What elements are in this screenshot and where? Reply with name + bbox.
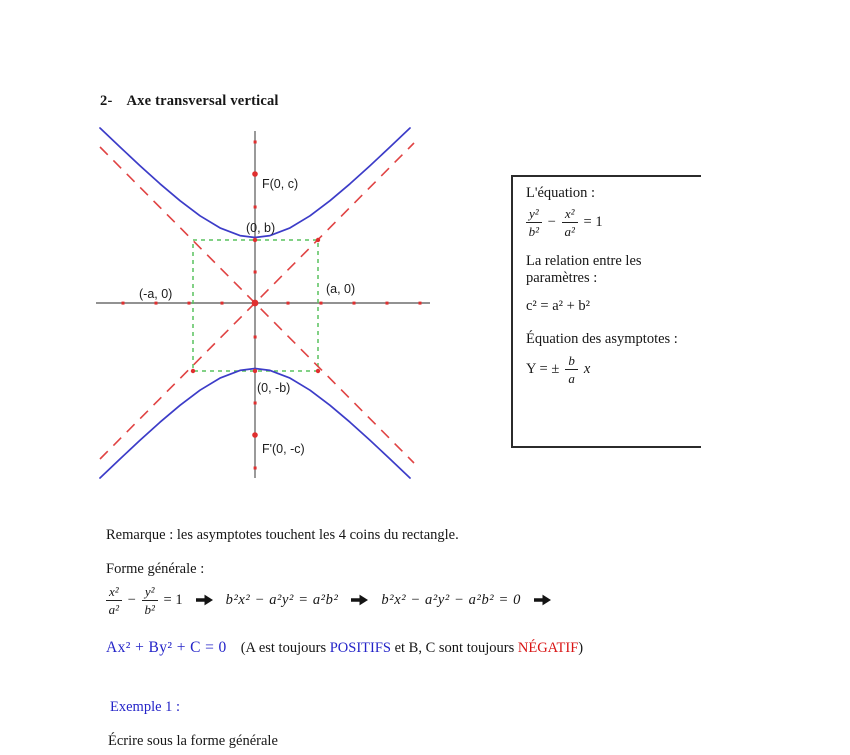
remark-text: Remarque : les asymptotes touchent les 4 coins du rectangle. — [106, 527, 459, 543]
rect-corner-point-br — [316, 369, 320, 373]
focus-top-label: F(0, c) — [262, 177, 299, 191]
derivation-step-3: b²x² − a²y² − a²b² = 0 — [381, 591, 521, 608]
focus-top-point — [252, 171, 258, 177]
general-form-label: Forme générale : — [106, 561, 205, 577]
focus-bottom-label: F'(0, -c) — [262, 442, 305, 456]
focus-bottom-point — [252, 432, 258, 438]
vertex-bottom-point — [253, 369, 257, 373]
summary-box — [511, 175, 701, 448]
x-left-label: (-a, 0) — [139, 287, 173, 301]
standard-equation — [526, 206, 701, 238]
minus-operator: − — [547, 213, 556, 230]
equation-label: L'équation : — [526, 185, 596, 201]
asymptote-x: x — [583, 360, 591, 377]
section-number: 2- — [100, 93, 113, 109]
asymptote-lhs: Y = ± — [526, 360, 560, 377]
note-prefix: (A est toujours — [240, 640, 330, 656]
arrow-right-icon — [196, 594, 213, 606]
section-title: Axe transversal vertical — [126, 93, 279, 109]
fraction-y-b2: $\frac{\text{y²}}{\text{b²}}$ — [142, 584, 158, 616]
sign-note — [241, 640, 583, 657]
rect-corner-point-bl — [191, 369, 195, 373]
general-form-fraction-eq — [106, 584, 183, 616]
arrow-right-icon — [351, 594, 368, 606]
vertex-bottom-label: (0, -b) — [257, 381, 291, 395]
equals-one: = 1 — [163, 591, 183, 608]
relation-formula: c² = a² + b² — [526, 298, 591, 315]
general-form-equation: Ax² + By² + C = 0 — [106, 639, 227, 656]
origin-point — [252, 300, 259, 307]
conclusion-line — [106, 639, 583, 657]
rect-corner-point-tr — [316, 238, 320, 242]
example-instruction: Écrire sous la forme générale — [108, 733, 278, 749]
vertex-top-point — [253, 238, 257, 242]
asymptote-label: Équation des asymptotes : — [526, 331, 678, 348]
general-form-derivation — [106, 584, 551, 616]
arrow-right-icon — [534, 594, 551, 606]
note-suffix: ) — [578, 640, 584, 656]
section-heading — [100, 93, 279, 110]
fraction-x-a: $\frac{\text{x²}}{\text{a²}}$ — [562, 206, 578, 238]
minus-operator: − — [127, 591, 136, 608]
x-right-label: (a, 0) — [326, 282, 356, 296]
relation-label: La relation entre les paramètres : — [526, 253, 642, 287]
fraction-b-a: $\frac{b}{a}$ — [565, 353, 578, 385]
note-middle: et B, C sont toujours — [390, 640, 518, 656]
vertex-top-label: (0, b) — [246, 221, 276, 235]
equals-one: = 1 — [583, 213, 603, 230]
asymptote-formula — [526, 353, 701, 385]
note-negative: NÉGATIF — [517, 640, 579, 656]
note-positive: POSITIFS — [329, 640, 391, 656]
fraction-y-b: $\frac{\text{y²}}{\text{b²}}$ — [526, 206, 542, 238]
example-title: Exemple 1 : — [110, 699, 181, 715]
hyperbola-graph — [92, 126, 434, 482]
fraction-x-a2: $\frac{\text{x²}}{\text{a²}}$ — [106, 584, 122, 616]
derivation-step-2: b²x² − a²y² = a²b² — [225, 591, 339, 608]
